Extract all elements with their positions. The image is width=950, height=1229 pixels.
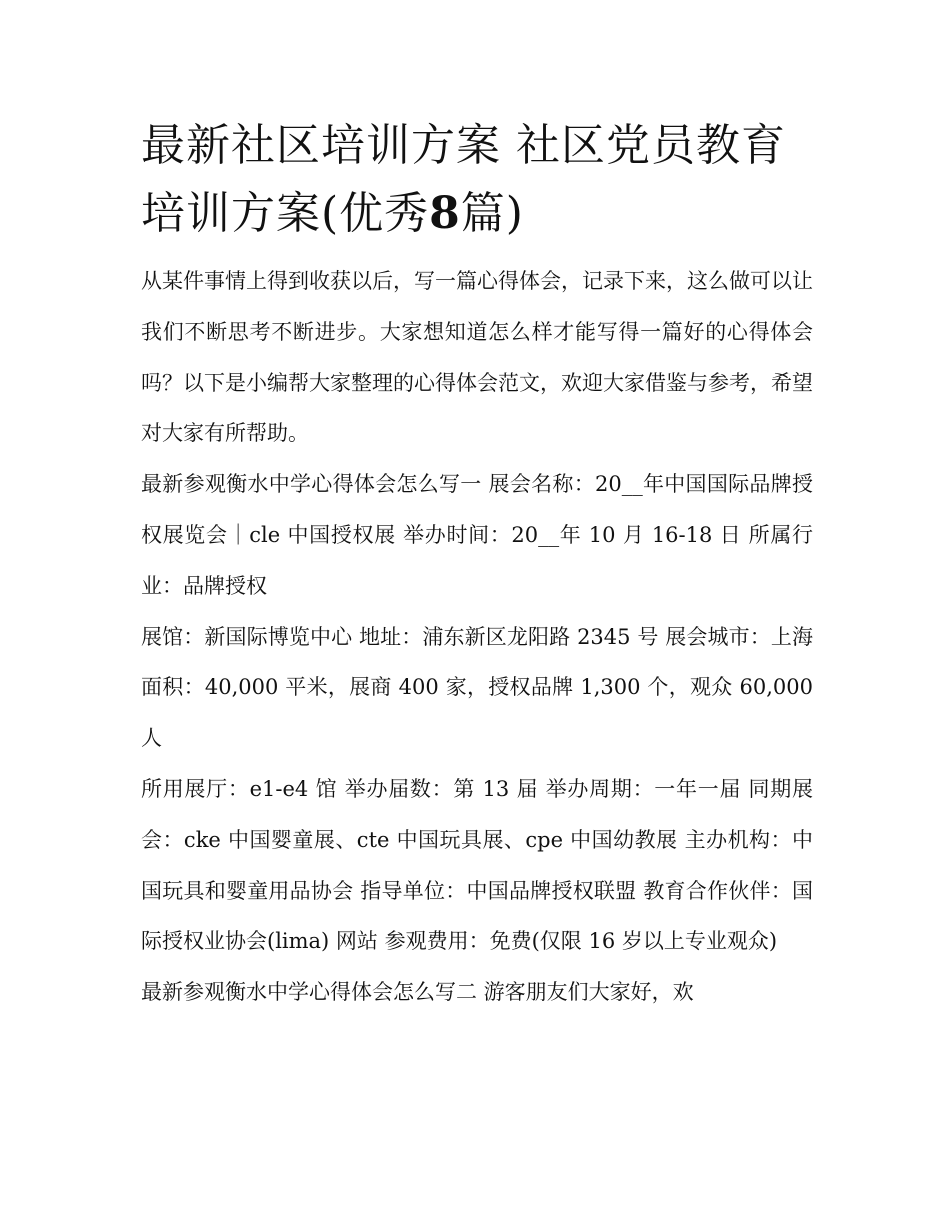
second-section-paragraph: 最新参观衡水中学心得体会怎么写二 游客朋友们大家好，欢 <box>141 980 694 1005</box>
exhibition-info-paragraph: 最新参观衡水中学心得体会怎么写一 展会名称：20__年中国国际品牌授权展览会｜cle 中国授权展 举办时间：20__年 10 月 16-18 日 所属行业：品牌授权 <box>141 472 813 598</box>
document-title <box>141 112 813 248</box>
intro-paragraph: 从某件事情上得到收获以后，写一篇心得体会，记录下来，这么做可以让我们不断思考不断进步。大家想知道怎么样才能写得一篇好的心得体会吗？以下是小编帮大家整理的心得体会范文，欢迎大家借鉴与参考，希望对大家有所帮助。 <box>141 269 813 446</box>
title-text: 最新社区培训方案 社区党员教育培训方案(优秀 <box>141 120 786 239</box>
organizer-info-paragraph: 所用展厅：e1-e4 馆 举办届数：第 13 届 举办周期：一年一届 同期展会：cke 中国婴童展、cte 中国玩具展、cpe 中国幼教展 主办机构：中国玩具和婴童用品协会 指导单位：中国品牌授权联盟 教育合作伙伴：国际授权业协会(lima) 网站 参观费用：免费(仅限 16 岁以上专业观众) <box>141 776 813 954</box>
title-suffix: 篇) <box>460 188 524 239</box>
venue-info-paragraph: 展馆：新国际博览中心 地址：浦东新区龙阳路 2345 号 展会城市：上海 面积：40,000 平米，展商 400 家，授权品牌 1,300 个，观众 60,000 人 <box>141 624 813 751</box>
title-count: 8 <box>429 188 461 239</box>
document-body <box>141 112 813 1018</box>
